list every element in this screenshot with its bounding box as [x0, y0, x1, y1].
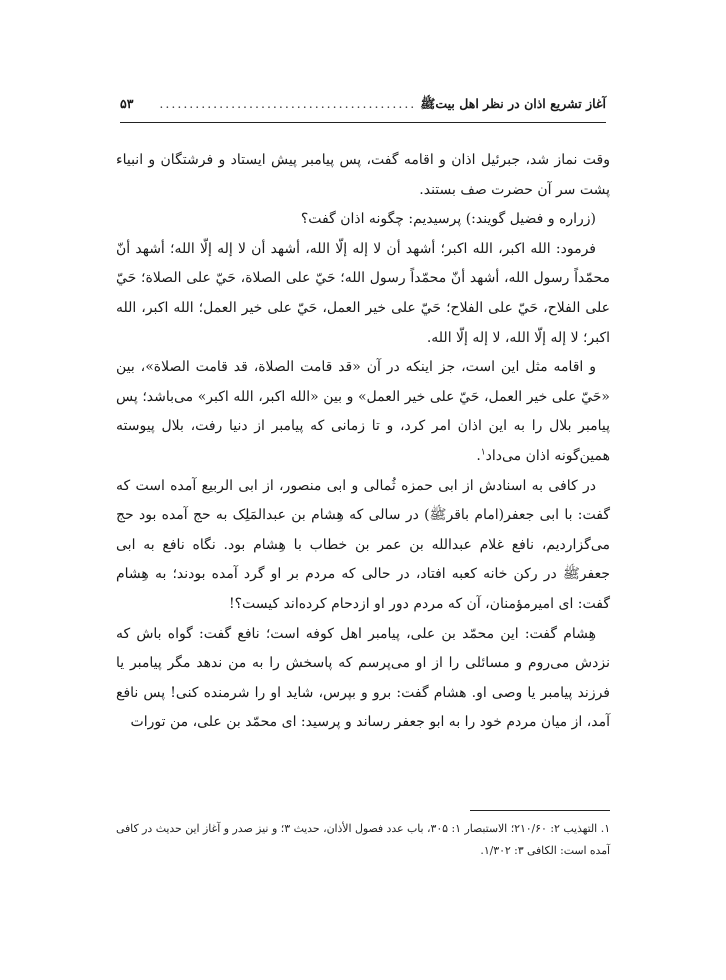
running-header — [120, 96, 606, 123]
paragraph: هِشام گفت: این محمّد بن علی، پیامبر اهل کوفه است؛ نافع گفت: گواه باش که نزدش می‌روم و مسائلی را از او می‌پرسم که پاسخش را به من ندهد مگر پیامبر یا فرزند پیامبر یا وصی او. هشام گفت: برو و بپرس، شاید او را شرمنده کنی! پس نافع آمد، از میان مردم خود را به ابو جعفر رساند و پرسید: ای محمّد بن علی، من تورات — [116, 625, 610, 731]
paragraph: (زراره و فضیل گویند:) پرسیدیم: چگونه اذان گفت؟ — [300, 211, 596, 228]
footnote-divider — [470, 810, 610, 811]
footnote: ۱. التهذیب ۲: ۲۱۰/۶۰؛ الاستبصار ۱: ۳۰۵، باب عدد فصول الأذان، حدیث ۳؛ و نیز صدر و آغاز این حدیث در کافی آمده است: الکافی ۳: ۱/۳۰۲. — [116, 822, 610, 857]
paragraph — [116, 353, 610, 471]
main-text — [116, 146, 610, 738]
paragraph: در کافی به اسنادش از ابی حمزه ثُمالی و ابی منصور، از ابی الربیع آمده است که گفت: با ابی جعفر(امام باقرﷺ) در سالی که هِشام بن عبدالمَلِک به حج آمده بود حج می‌گزاردیم، نافع غلام عبدالله بن عمر بن خطاب با هِشام بود. نگاه نافع به ابی جعفرﷺ در رکن خانه کعبه افتاد، در حالی که مردم بر او گرد آمده بودند؛ به هِشام گفت: ای امیرمؤمنان، آن که مردم دور او ازدحام کرده‌اند کیست؟! — [116, 477, 610, 612]
paragraph-text: و اقامه مثل این است، جز اینکه در آن «قد قامت الصلاة، قد قامت الصلاة»، بین «حَيّ علی خیر العمل، حَيّ علی خیر العمل» و بین «الله اکبر، الله اکبر» می‌باشد؛ پس پیامبر بلال را به این اذان امر کرد، و تا زمانی که پیامبر از دنیا رفت، بلال پیوسته همین‌گونه اذان می‌داد — [116, 359, 610, 464]
header-title: آغاز تشریع اذان در نظر اهل بیتﷺ — [420, 96, 606, 111]
header-leader-dots: ........................................... — [159, 96, 417, 111]
paragraph: فرمود: الله اکبر، الله اکبر؛ أشهد أن لا إله إلّا الله، أشهد أن لا إله إلّا الله؛ أشهد أنّ محمّداً رسول الله، أشهد أنّ محمّداً رسول الله؛ حَيّ علی الصلاة، حَيّ علی الصلاة؛ حَيّ علی الفلاح، حَيّ علی الفلاح؛ حَيّ علی خیر العمل، حَيّ علی خیر العمل؛ الله اکبر، الله اکبر؛ لا إله إلّا الله، لا إله إلّا الله. — [116, 240, 610, 346]
footnote-marker: ۱ — [480, 447, 486, 458]
paragraph-end: . — [476, 447, 481, 464]
paragraph: وقت نماز شد، جبرئیل اذان و اقامه گفت، پس پیامبر پیش ایستاد و فرشتگان و انبیاء پشت سر آن حضرت صف بستند. — [116, 152, 610, 198]
page-number: ۵۳ — [120, 96, 134, 111]
